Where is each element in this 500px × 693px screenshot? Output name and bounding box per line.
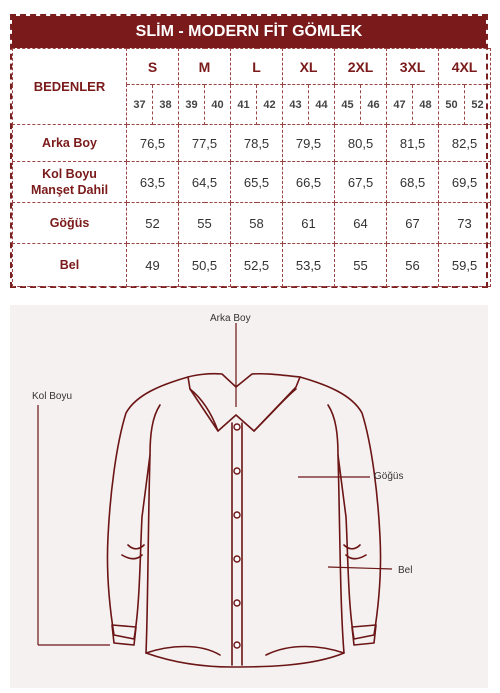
value-cell: 73 <box>439 203 491 244</box>
hem <box>146 647 220 656</box>
size-2xl: 2XL <box>335 49 387 85</box>
row-label-gogus: Göğüs <box>13 203 127 244</box>
value-cell: 77,5 <box>179 125 231 162</box>
size-number: 52 <box>465 85 491 125</box>
size-number: 47 <box>387 85 413 125</box>
value-cell: 55 <box>335 244 387 287</box>
size-number: 38 <box>153 85 179 125</box>
shirt-diagram <box>10 305 488 688</box>
size-number: 48 <box>413 85 439 125</box>
button-icon <box>234 512 240 518</box>
value-cell: 79,5 <box>283 125 335 162</box>
collar-stand <box>254 389 296 431</box>
value-cell: 65,5 <box>231 162 283 203</box>
value-cell: 55 <box>179 203 231 244</box>
shirt-body-outline <box>107 377 380 667</box>
row-label-kol-boyu <box>13 162 127 203</box>
size-l: L <box>231 49 283 85</box>
chart-title: SLİM - MODERN FİT GÖMLEK <box>12 16 486 48</box>
value-cell: 61 <box>283 203 335 244</box>
bel-line <box>328 567 392 569</box>
value-cell: 64,5 <box>179 162 231 203</box>
size-table <box>12 48 491 287</box>
size-number: 37 <box>127 85 153 125</box>
value-cell: 82,5 <box>439 125 491 162</box>
size-xl: XL <box>283 49 335 85</box>
label-arka-boy: Arka Boy <box>210 313 251 324</box>
value-cell: 64 <box>335 203 387 244</box>
hem <box>266 647 344 656</box>
value-cell: 52,5 <box>231 244 283 287</box>
size-number: 46 <box>361 85 387 125</box>
label-kol-boyu: Kol Boyu <box>32 391 73 402</box>
button-icon <box>234 468 240 474</box>
button-icon <box>234 642 240 648</box>
label-gogus: Göğüs <box>374 471 404 482</box>
value-cell: 52 <box>127 203 179 244</box>
value-cell: 50,5 <box>179 244 231 287</box>
value-cell: 67,5 <box>335 162 387 203</box>
size-4xl: 4XL <box>439 49 491 85</box>
row-label-arka-boy: Arka Boy <box>13 125 127 162</box>
wrinkle <box>122 555 142 559</box>
size-number: 50 <box>439 85 465 125</box>
sleeve-seam <box>150 405 160 455</box>
size-number: 41 <box>231 85 257 125</box>
size-number: 42 <box>257 85 283 125</box>
size-chart <box>10 14 488 288</box>
collar <box>188 374 300 431</box>
size-number: 45 <box>335 85 361 125</box>
value-cell: 58 <box>231 203 283 244</box>
value-cell: 80,5 <box>335 125 387 162</box>
value-cell: 66,5 <box>283 162 335 203</box>
size-s: S <box>127 49 179 85</box>
size-number: 44 <box>309 85 335 125</box>
value-cell: 56 <box>387 244 439 287</box>
header-bedenler: BEDENLER <box>13 49 127 125</box>
value-cell: 76,5 <box>127 125 179 162</box>
row-label-bel: Bel <box>13 244 127 287</box>
button-icon <box>234 556 240 562</box>
button-icon <box>234 424 240 430</box>
size-number: 39 <box>179 85 205 125</box>
value-cell: 53,5 <box>283 244 335 287</box>
shirt-drawing <box>10 305 488 688</box>
label-bel: Bel <box>398 565 413 576</box>
value-cell: 68,5 <box>387 162 439 203</box>
button-icon <box>234 600 240 606</box>
size-3xl: 3XL <box>387 49 439 85</box>
value-cell: 63,5 <box>127 162 179 203</box>
row-label-line: Kol Boyu <box>42 167 97 181</box>
row-label-line: Manşet Dahil <box>30 183 109 197</box>
size-m: M <box>179 49 231 85</box>
value-cell: 69,5 <box>439 162 491 203</box>
wrinkle <box>346 555 366 559</box>
value-cell: 78,5 <box>231 125 283 162</box>
size-number: 40 <box>205 85 231 125</box>
value-cell: 67 <box>387 203 439 244</box>
size-number: 43 <box>283 85 309 125</box>
value-cell: 59,5 <box>439 244 491 287</box>
sleeve-seam <box>328 405 338 455</box>
value-cell: 49 <box>127 244 179 287</box>
value-cell: 81,5 <box>387 125 439 162</box>
